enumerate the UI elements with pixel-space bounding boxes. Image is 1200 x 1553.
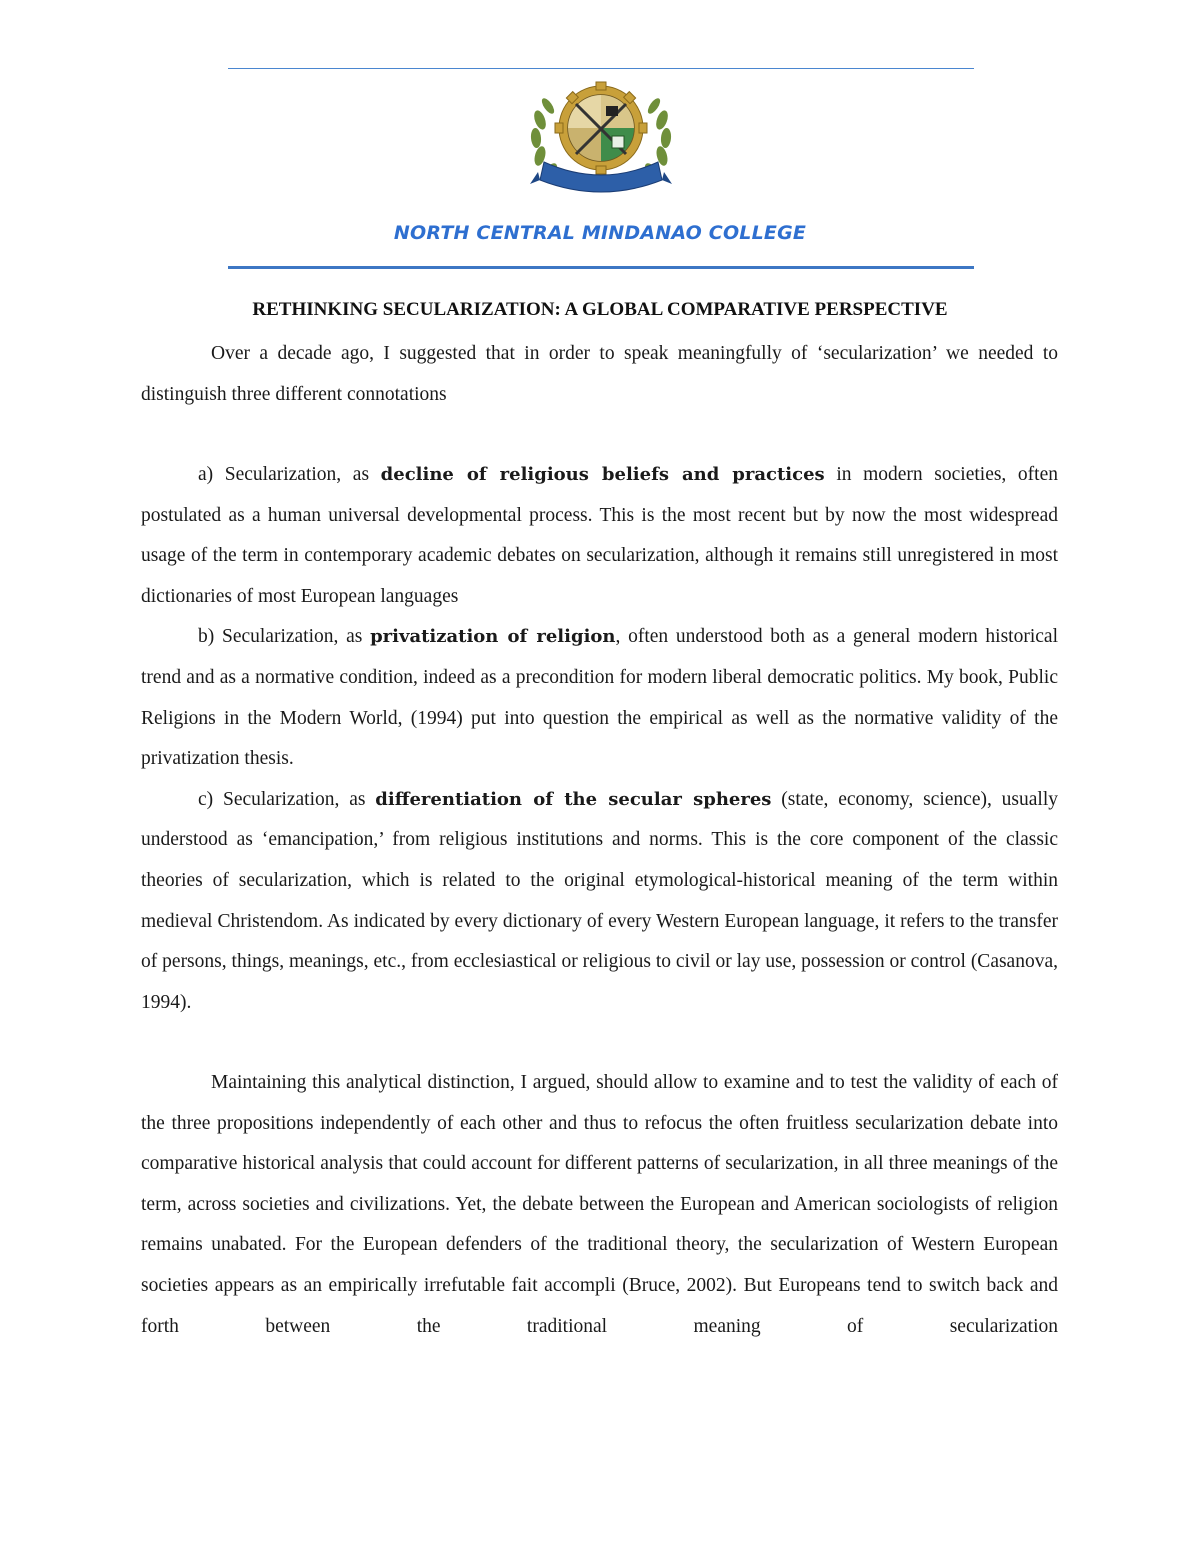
item-a-emphasis: decline of religious beliefs and practices bbox=[380, 464, 825, 485]
connotations-list bbox=[141, 455, 1058, 1023]
item-a-prefix: a) Secularization, as bbox=[198, 464, 381, 485]
item-b-prefix: b) Secularization, as bbox=[198, 626, 371, 648]
item-c-prefix: c) Secularization, as bbox=[198, 788, 376, 810]
list-item-a bbox=[141, 455, 1058, 617]
intro-paragraph bbox=[141, 334, 1058, 415]
header-top-rule bbox=[228, 68, 974, 69]
item-b-emphasis: privatization of religion bbox=[370, 626, 616, 648]
college-seal-logo bbox=[526, 80, 676, 205]
item-c-text: (state, economy, science), usually understood as ‘emancipation,’ from religious institutions and norms. This is the core component of the classic theories of secularization, which is related to the original etymological-historical meaning of the term within medieval Christendom. As indicated by every dictionary of every Western European language, it refers to the transfer of persons, things, meanings, etc., from ecclesiastical or religious to civil or lay use, possession or control (Casanova, 1994). bbox=[141, 788, 1058, 1013]
list-item-b bbox=[141, 617, 1058, 779]
institution-name: NORTH CENTRAL MINDANAO COLLEGE bbox=[393, 222, 807, 244]
second-paragraph bbox=[141, 1063, 1058, 1347]
header-bottom-rule bbox=[228, 266, 974, 269]
intro-text: Over a decade ago, I suggested that in order to speak meaningfully of ‘secularization’ we needed to distinguish three different connotations bbox=[141, 343, 1058, 405]
list-item-c bbox=[141, 780, 1058, 1024]
paragraph-2-text: Maintaining this analytical distinction, I argued, should allow to examine and to test the validity of each of the three propositions independently of each other and thus to refocus the often fruitless secularization debate into comparative historical analysis that could account for different patterns of secularization, in all three meanings of the term, across societies and civilizations. Yet, the debate between the European and American sociologists of religion remains unabated. For the European defenders of the traditional theory, the secularization of Western European societies appears as an empirically irrefutable fait accompli (Bruce, 2002). But Europeans tend to switch back and forth between the traditional meaning of secularization bbox=[141, 1072, 1058, 1337]
document-title: RETHINKING SECULARIZATION: A GLOBAL COMPARATIVE PERSPECTIVE bbox=[252, 299, 948, 320]
item-c-emphasis: differentiation of the secular spheres bbox=[375, 788, 772, 810]
item-b-text: , often understood both as a general modern historical trend and as a normative condition, indeed as a precondition for modern liberal democratic politics. My book, Public Religions in the Modern World, (1994) put into question the empirical as well as the normative validity of the privatization thesis. bbox=[141, 626, 1058, 770]
item-a-text: in modern societies, often postulated as a human universal developmental process. This is the most recent but by now the most widespread usage of the term in contemporary academic debates on secularization, although it remains still unregistered in most dictionaries of most European languages bbox=[141, 464, 1058, 607]
